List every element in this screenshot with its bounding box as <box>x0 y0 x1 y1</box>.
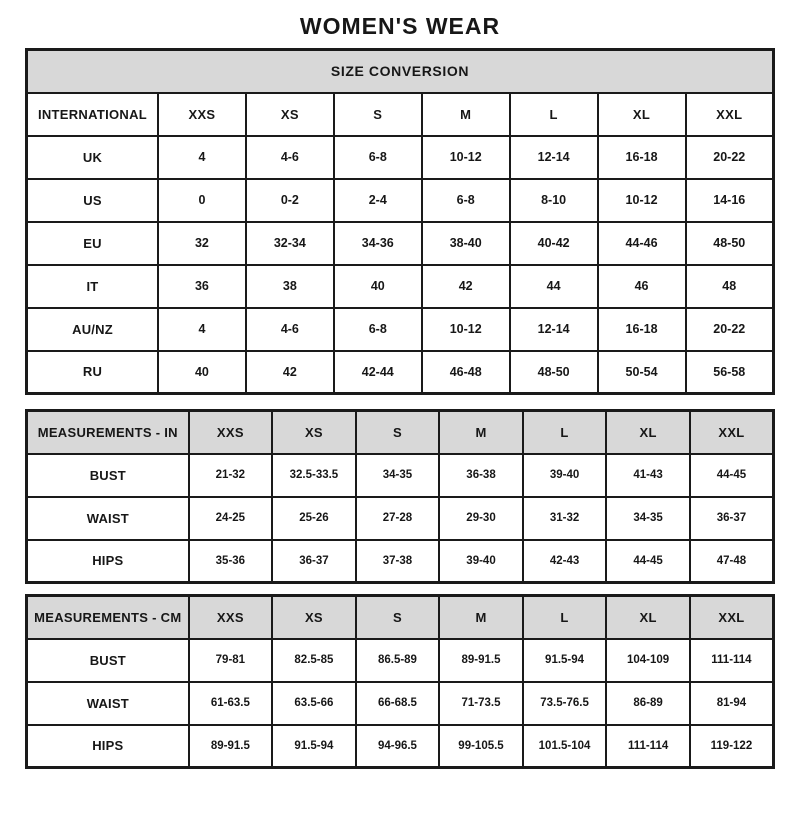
column-header-xxl: XXL <box>686 93 774 136</box>
value-cell: 16-18 <box>598 136 686 179</box>
value-cell: 61-63.5 <box>189 682 273 725</box>
value-cell: 81-94 <box>690 682 774 725</box>
value-cell: 99-105.5 <box>439 725 523 768</box>
value-cell: 48-50 <box>510 351 598 394</box>
value-cell: 2-4 <box>334 179 422 222</box>
value-cell: 4 <box>158 136 246 179</box>
value-cell: 6-8 <box>422 179 510 222</box>
value-cell: 89-91.5 <box>189 725 273 768</box>
table-row-bust <box>27 639 774 682</box>
value-cell: 73.5-76.5 <box>523 682 607 725</box>
value-cell: 40 <box>158 351 246 394</box>
row-label: HIPS <box>27 540 189 583</box>
value-cell: 50-54 <box>598 351 686 394</box>
column-header-m: M <box>422 93 510 136</box>
value-cell: 46-48 <box>422 351 510 394</box>
value-cell: 42-43 <box>523 540 607 583</box>
row-label: BUST <box>27 454 189 497</box>
value-cell: 6-8 <box>334 136 422 179</box>
value-cell: 36-37 <box>690 497 774 540</box>
row-label: HIPS <box>27 725 189 768</box>
value-cell: 25-26 <box>272 497 356 540</box>
table-row-ru <box>27 351 774 394</box>
value-cell: 36 <box>158 265 246 308</box>
value-cell: 24-25 <box>189 497 273 540</box>
value-cell: 10-12 <box>422 308 510 351</box>
column-header-xl: XL <box>606 596 690 639</box>
value-cell: 38-40 <box>422 222 510 265</box>
column-header-xxs: XXS <box>189 411 273 454</box>
value-cell: 27-28 <box>356 497 440 540</box>
value-cell: 0-2 <box>246 179 334 222</box>
value-cell: 40-42 <box>510 222 598 265</box>
measurements-in-table <box>25 409 775 584</box>
value-cell: 4 <box>158 308 246 351</box>
column-header-m: M <box>439 411 523 454</box>
column-header-xxs: XXS <box>189 596 273 639</box>
value-cell: 20-22 <box>686 308 774 351</box>
value-cell: 32-34 <box>246 222 334 265</box>
value-cell: 32 <box>158 222 246 265</box>
column-header-s: S <box>334 93 422 136</box>
column-header-l: L <box>523 411 607 454</box>
value-cell: 89-91.5 <box>439 639 523 682</box>
value-cell: 44-45 <box>606 540 690 583</box>
row-label: WAIST <box>27 682 189 725</box>
column-header-s: S <box>356 596 440 639</box>
row-label: US <box>27 179 158 222</box>
value-cell: 44-45 <box>690 454 774 497</box>
value-cell: 35-36 <box>189 540 273 583</box>
value-cell: 32.5-33.5 <box>272 454 356 497</box>
size-conversion-table <box>25 48 775 395</box>
row-label: BUST <box>27 639 189 682</box>
value-cell: 48-50 <box>686 222 774 265</box>
column-header-xxl: XXL <box>690 596 774 639</box>
value-cell: 119-122 <box>690 725 774 768</box>
column-header-xl: XL <box>598 93 686 136</box>
row-label: RU <box>27 351 158 394</box>
column-header-l: L <box>523 596 607 639</box>
row-label: IT <box>27 265 158 308</box>
page <box>0 13 800 813</box>
banner-row <box>27 50 774 93</box>
value-cell: 86-89 <box>606 682 690 725</box>
value-cell: 111-114 <box>606 725 690 768</box>
column-header-xs: XS <box>272 411 356 454</box>
header-row <box>27 93 774 136</box>
column-header-l: L <box>510 93 598 136</box>
value-cell: 12-14 <box>510 308 598 351</box>
value-cell: 4-6 <box>246 136 334 179</box>
column-header-xl: XL <box>606 411 690 454</box>
value-cell: 34-35 <box>356 454 440 497</box>
table-row-waist <box>27 497 774 540</box>
table-row-aunz <box>27 308 774 351</box>
page-title: WOMEN'S WEAR <box>299 13 501 39</box>
value-cell: 111-114 <box>690 639 774 682</box>
value-cell: 71-73.5 <box>439 682 523 725</box>
table-row-us <box>27 179 774 222</box>
table-row-bust <box>27 454 774 497</box>
value-cell: 4-6 <box>246 308 334 351</box>
value-cell: 0 <box>158 179 246 222</box>
column-header-m: M <box>439 596 523 639</box>
column-header-international: INTERNATIONAL <box>27 93 158 136</box>
value-cell: 104-109 <box>606 639 690 682</box>
value-cell: 46 <box>598 265 686 308</box>
header-row <box>27 596 774 639</box>
value-cell: 63.5-66 <box>272 682 356 725</box>
value-cell: 42 <box>246 351 334 394</box>
value-cell: 44-46 <box>598 222 686 265</box>
value-cell: 42 <box>422 265 510 308</box>
row-label: WAIST <box>27 497 189 540</box>
value-cell: 37-38 <box>356 540 440 583</box>
value-cell: 31-32 <box>523 497 607 540</box>
value-cell: 40 <box>334 265 422 308</box>
value-cell: 47-48 <box>690 540 774 583</box>
value-cell: 39-40 <box>523 454 607 497</box>
value-cell: 10-12 <box>422 136 510 179</box>
value-cell: 38 <box>246 265 334 308</box>
value-cell: 36-37 <box>272 540 356 583</box>
value-cell: 56-58 <box>686 351 774 394</box>
value-cell: 66-68.5 <box>356 682 440 725</box>
value-cell: 8-10 <box>510 179 598 222</box>
value-cell: 14-16 <box>686 179 774 222</box>
value-cell: 44 <box>510 265 598 308</box>
size-conversion-banner: SIZE CONVERSION <box>27 50 774 93</box>
header-row <box>27 411 774 454</box>
measurements-cm-table <box>25 594 775 769</box>
value-cell: 86.5-89 <box>356 639 440 682</box>
table-row-uk <box>27 136 774 179</box>
value-cell: 79-81 <box>189 639 273 682</box>
table-row-waist <box>27 682 774 725</box>
value-cell: 42-44 <box>334 351 422 394</box>
value-cell: 91.5-94 <box>272 725 356 768</box>
value-cell: 91.5-94 <box>523 639 607 682</box>
column-header-xs: XS <box>246 93 334 136</box>
column-header-xs: XS <box>272 596 356 639</box>
value-cell: 39-40 <box>439 540 523 583</box>
measurements-in-header: MEASUREMENTS - IN <box>27 411 189 454</box>
row-label: EU <box>27 222 158 265</box>
row-label: AU/NZ <box>27 308 158 351</box>
value-cell: 101.5-104 <box>523 725 607 768</box>
table-row-it <box>27 265 774 308</box>
value-cell: 48 <box>686 265 774 308</box>
value-cell: 94-96.5 <box>356 725 440 768</box>
value-cell: 20-22 <box>686 136 774 179</box>
value-cell: 34-35 <box>606 497 690 540</box>
table-row-eu <box>27 222 774 265</box>
value-cell: 21-32 <box>189 454 273 497</box>
value-cell: 12-14 <box>510 136 598 179</box>
column-header-xxs: XXS <box>158 93 246 136</box>
value-cell: 29-30 <box>439 497 523 540</box>
value-cell: 41-43 <box>606 454 690 497</box>
value-cell: 82.5-85 <box>272 639 356 682</box>
value-cell: 16-18 <box>598 308 686 351</box>
value-cell: 6-8 <box>334 308 422 351</box>
value-cell: 10-12 <box>598 179 686 222</box>
column-header-s: S <box>356 411 440 454</box>
value-cell: 36-38 <box>439 454 523 497</box>
table-row-hips <box>27 540 774 583</box>
row-label: UK <box>27 136 158 179</box>
table-row-hips <box>27 725 774 768</box>
value-cell: 34-36 <box>334 222 422 265</box>
column-header-xxl: XXL <box>690 411 774 454</box>
measurements-cm-header: MEASUREMENTS - CM <box>27 596 189 639</box>
